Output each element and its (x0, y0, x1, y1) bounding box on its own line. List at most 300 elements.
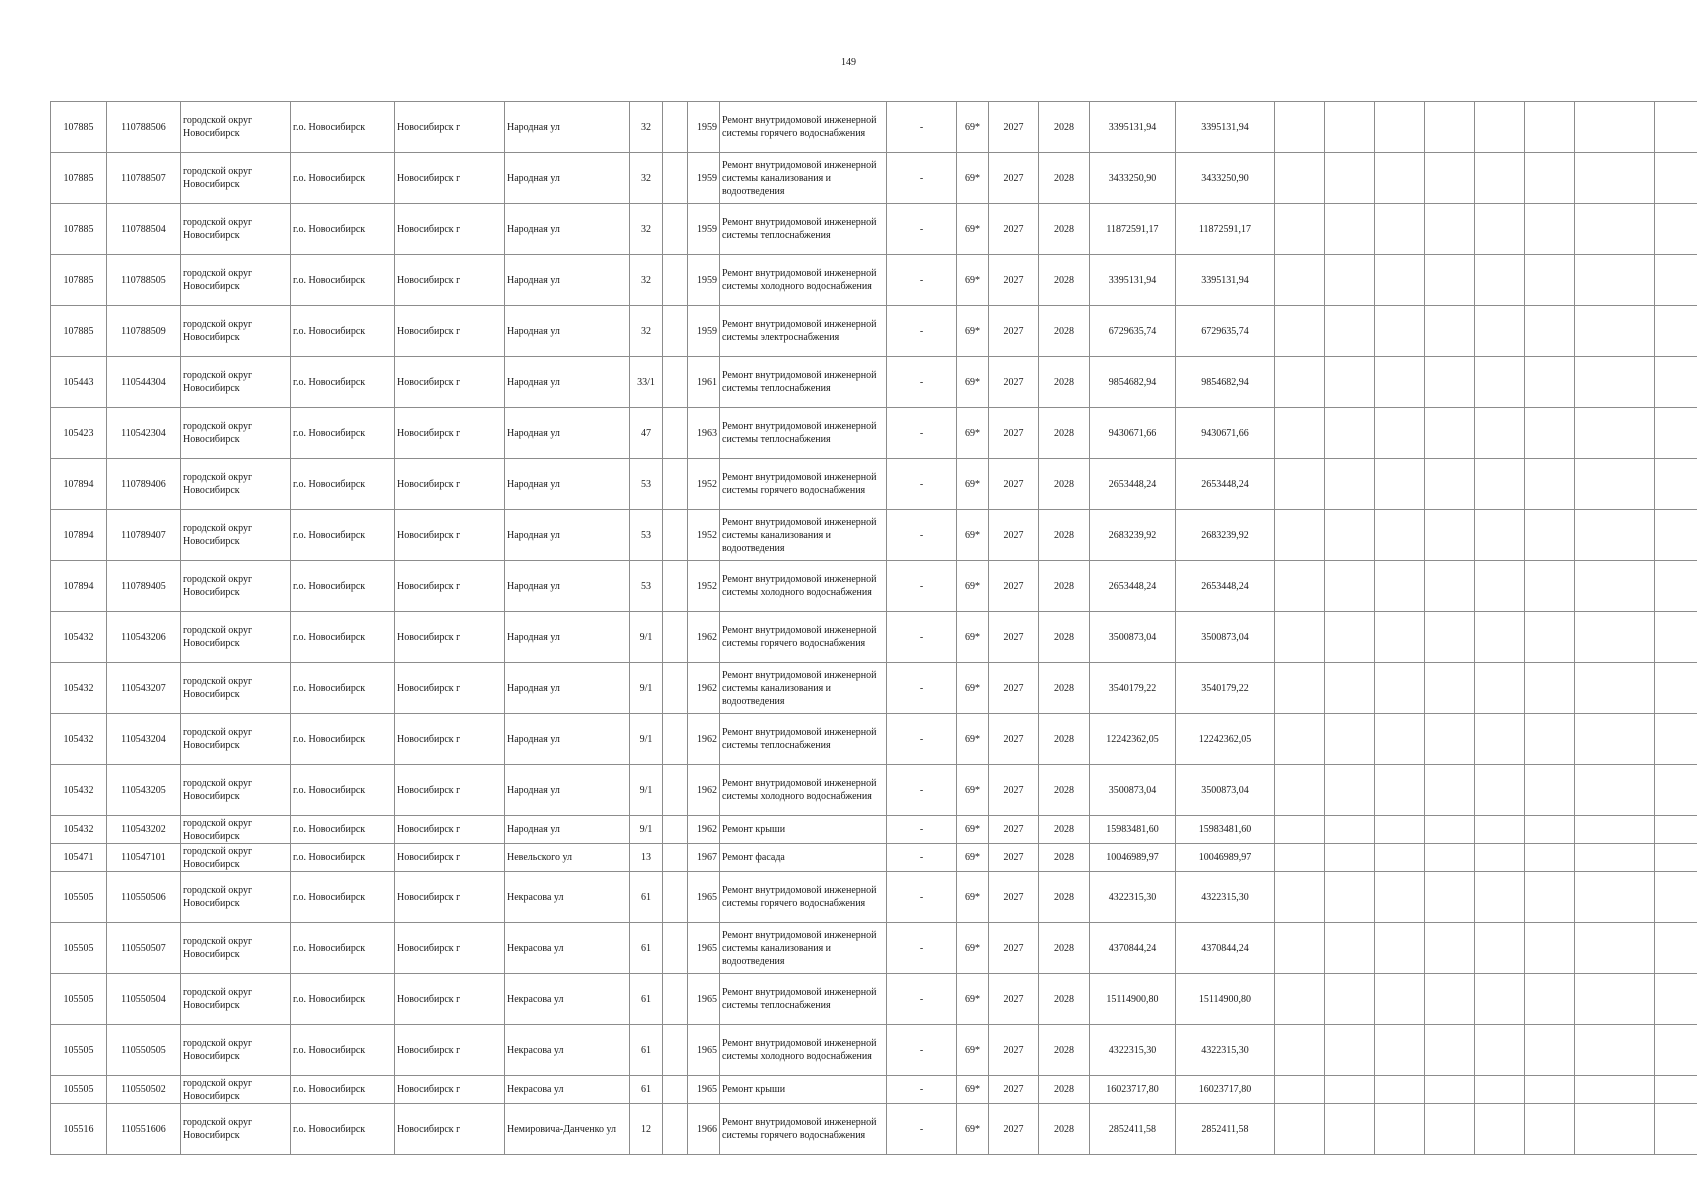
empty-cell (1655, 1076, 1697, 1104)
street: Народная ул (505, 459, 630, 510)
empty-cell (1475, 255, 1525, 306)
sum-fund: 2653448,24 (1176, 561, 1275, 612)
empty-cell (1655, 306, 1697, 357)
empty-cell (1275, 153, 1325, 204)
empty-cell (1425, 561, 1475, 612)
norm-cell: 69* (957, 974, 989, 1025)
empty-cell (1325, 102, 1375, 153)
street: Народная ул (505, 306, 630, 357)
empty-cell (1375, 765, 1425, 816)
street: Народная ул (505, 357, 630, 408)
work-code: 110550506 (107, 872, 181, 923)
work-code: 110789407 (107, 510, 181, 561)
year-start: 2027 (989, 1025, 1039, 1076)
house-number: 32 (630, 102, 663, 153)
empty-cell (1655, 844, 1697, 872)
empty-cell (1375, 357, 1425, 408)
work-type: Ремонт внутридомовой инженерной системы холодного водоснабжения (720, 1025, 887, 1076)
object-id: 107894 (51, 510, 107, 561)
work-type: Ремонт крыши (720, 1076, 887, 1104)
empty-cell (1275, 561, 1325, 612)
norm-cell: 69* (957, 663, 989, 714)
table-row (51, 510, 1697, 561)
work-code: 110543205 (107, 765, 181, 816)
empty-cell (1575, 306, 1655, 357)
year-end: 2028 (1039, 357, 1090, 408)
sum-total: 3395131,94 (1090, 102, 1176, 153)
empty-cell (1375, 1104, 1425, 1155)
empty-cell (1375, 153, 1425, 204)
table-row (51, 153, 1697, 204)
dash-cell: - (887, 844, 957, 872)
empty-cell (1375, 714, 1425, 765)
year-start: 2027 (989, 510, 1039, 561)
year-start: 2027 (989, 816, 1039, 844)
district: городской округ Новосибирск (181, 923, 291, 974)
municipality: г.о. Новосибирск (291, 923, 395, 974)
object-id: 105432 (51, 816, 107, 844)
work-type: Ремонт внутридомовой инженерной системы холодного водоснабжения (720, 561, 887, 612)
work-code: 110788509 (107, 306, 181, 357)
sum-total: 3540179,22 (1090, 663, 1176, 714)
empty-cell (1475, 306, 1525, 357)
year-end: 2028 (1039, 923, 1090, 974)
dash-cell: - (887, 974, 957, 1025)
dash-cell: - (887, 612, 957, 663)
sum-fund: 3395131,94 (1176, 255, 1275, 306)
object-id: 105516 (51, 1104, 107, 1155)
norm-cell: 69* (957, 872, 989, 923)
municipality: г.о. Новосибирск (291, 765, 395, 816)
dash-cell: - (887, 102, 957, 153)
table-row (51, 663, 1697, 714)
empty-cell (1375, 923, 1425, 974)
locality: Новосибирск г (395, 844, 505, 872)
sum-total: 2852411,58 (1090, 1104, 1176, 1155)
build-year: 1965 (688, 923, 720, 974)
work-code: 110542304 (107, 408, 181, 459)
table-row (51, 872, 1697, 923)
work-code: 110543206 (107, 612, 181, 663)
empty-cell (663, 663, 688, 714)
empty-cell (1275, 306, 1325, 357)
empty-cell (1375, 408, 1425, 459)
sum-total: 3500873,04 (1090, 612, 1176, 663)
empty-cell (1655, 1025, 1697, 1076)
year-start: 2027 (989, 408, 1039, 459)
object-id: 105505 (51, 1025, 107, 1076)
empty-cell (663, 1104, 688, 1155)
dash-cell: - (887, 204, 957, 255)
house-number: 53 (630, 459, 663, 510)
build-year: 1962 (688, 765, 720, 816)
empty-cell (1575, 102, 1655, 153)
empty-cell (1275, 765, 1325, 816)
empty-cell (663, 872, 688, 923)
locality: Новосибирск г (395, 204, 505, 255)
sum-fund: 3433250,90 (1176, 153, 1275, 204)
empty-cell (1275, 663, 1325, 714)
sum-total: 11872591,17 (1090, 204, 1176, 255)
sum-fund: 10046989,97 (1176, 844, 1275, 872)
empty-cell (1575, 714, 1655, 765)
table-row (51, 1104, 1697, 1155)
work-code: 110551606 (107, 1104, 181, 1155)
empty-cell (1325, 765, 1375, 816)
work-code: 110550505 (107, 1025, 181, 1076)
sum-total: 6729635,74 (1090, 306, 1176, 357)
year-end: 2028 (1039, 714, 1090, 765)
norm-cell: 69* (957, 1025, 989, 1076)
empty-cell (1575, 357, 1655, 408)
district: городской округ Новосибирск (181, 816, 291, 844)
empty-cell (1325, 663, 1375, 714)
district: городской округ Новосибирск (181, 714, 291, 765)
empty-cell (1475, 357, 1525, 408)
build-year: 1967 (688, 844, 720, 872)
build-year: 1961 (688, 357, 720, 408)
sum-total: 3395131,94 (1090, 255, 1176, 306)
work-code: 110550507 (107, 923, 181, 974)
empty-cell (663, 153, 688, 204)
empty-cell (1655, 561, 1697, 612)
empty-cell (1375, 255, 1425, 306)
dash-cell: - (887, 663, 957, 714)
municipality: г.о. Новосибирск (291, 255, 395, 306)
build-year: 1962 (688, 663, 720, 714)
work-type: Ремонт внутридомовой инженерной системы теплоснабжения (720, 204, 887, 255)
norm-cell: 69* (957, 408, 989, 459)
norm-cell: 69* (957, 923, 989, 974)
dash-cell: - (887, 357, 957, 408)
empty-cell (1425, 102, 1475, 153)
empty-cell (1425, 872, 1475, 923)
empty-cell (1425, 612, 1475, 663)
empty-cell (1375, 612, 1425, 663)
object-id: 105432 (51, 714, 107, 765)
empty-cell (1275, 510, 1325, 561)
district: городской округ Новосибирск (181, 872, 291, 923)
district: городской округ Новосибирск (181, 1025, 291, 1076)
norm-cell: 69* (957, 1104, 989, 1155)
empty-cell (1275, 714, 1325, 765)
empty-cell (1575, 923, 1655, 974)
locality: Новосибирск г (395, 1025, 505, 1076)
table-row (51, 974, 1697, 1025)
empty-cell (1525, 153, 1575, 204)
empty-cell (1475, 153, 1525, 204)
empty-cell (1325, 714, 1375, 765)
empty-cell (1575, 459, 1655, 510)
dash-cell: - (887, 1104, 957, 1155)
build-year: 1962 (688, 612, 720, 663)
norm-cell: 69* (957, 255, 989, 306)
repair-registry-table (50, 101, 1697, 1155)
build-year: 1962 (688, 816, 720, 844)
empty-cell (1655, 816, 1697, 844)
year-end: 2028 (1039, 102, 1090, 153)
sum-total: 4322315,30 (1090, 872, 1176, 923)
work-code: 110788506 (107, 102, 181, 153)
empty-cell (1525, 714, 1575, 765)
street: Народная ул (505, 816, 630, 844)
work-type: Ремонт внутридомовой инженерной системы горячего водоснабжения (720, 872, 887, 923)
empty-cell (1275, 816, 1325, 844)
street: Народная ул (505, 714, 630, 765)
table-row (51, 816, 1697, 844)
empty-cell (1655, 714, 1697, 765)
year-end: 2028 (1039, 1025, 1090, 1076)
sum-total: 2653448,24 (1090, 561, 1176, 612)
empty-cell (1475, 204, 1525, 255)
sum-fund: 4322315,30 (1176, 872, 1275, 923)
year-end: 2028 (1039, 844, 1090, 872)
build-year: 1959 (688, 306, 720, 357)
empty-cell (1425, 255, 1475, 306)
street: Немировича-Данченко ул (505, 1104, 630, 1155)
house-number: 61 (630, 1025, 663, 1076)
street: Народная ул (505, 765, 630, 816)
empty-cell (1575, 765, 1655, 816)
object-id: 105505 (51, 974, 107, 1025)
district: городской округ Новосибирск (181, 765, 291, 816)
sum-fund: 12242362,05 (1176, 714, 1275, 765)
empty-cell (1375, 561, 1425, 612)
empty-cell (1575, 153, 1655, 204)
municipality: г.о. Новосибирск (291, 153, 395, 204)
empty-cell (1575, 816, 1655, 844)
district: городской округ Новосибирск (181, 255, 291, 306)
year-end: 2028 (1039, 974, 1090, 1025)
empty-cell (1475, 923, 1525, 974)
empty-cell (663, 459, 688, 510)
work-code: 110544304 (107, 357, 181, 408)
object-id: 107885 (51, 102, 107, 153)
locality: Новосибирск г (395, 872, 505, 923)
year-end: 2028 (1039, 204, 1090, 255)
table-row (51, 102, 1697, 153)
build-year: 1952 (688, 459, 720, 510)
empty-cell (1475, 663, 1525, 714)
empty-cell (1375, 306, 1425, 357)
table-row (51, 765, 1697, 816)
house-number: 53 (630, 561, 663, 612)
work-type: Ремонт внутридомовой инженерной системы теплоснабжения (720, 714, 887, 765)
year-start: 2027 (989, 1076, 1039, 1104)
locality: Новосибирск г (395, 663, 505, 714)
work-code: 110789406 (107, 459, 181, 510)
empty-cell (1375, 510, 1425, 561)
empty-cell (1525, 1025, 1575, 1076)
municipality: г.о. Новосибирск (291, 1076, 395, 1104)
empty-cell (1525, 204, 1575, 255)
empty-cell (1375, 816, 1425, 844)
empty-cell (1325, 923, 1375, 974)
year-end: 2028 (1039, 510, 1090, 561)
empty-cell (1475, 872, 1525, 923)
work-type: Ремонт внутридомовой инженерной системы теплоснабжения (720, 357, 887, 408)
municipality: г.о. Новосибирск (291, 459, 395, 510)
empty-cell (1375, 204, 1425, 255)
house-number: 13 (630, 844, 663, 872)
norm-cell: 69* (957, 204, 989, 255)
empty-cell (1275, 102, 1325, 153)
build-year: 1959 (688, 204, 720, 255)
empty-cell (1475, 1104, 1525, 1155)
empty-cell (1325, 510, 1375, 561)
street: Народная ул (505, 510, 630, 561)
empty-cell (1425, 357, 1475, 408)
work-code: 110788504 (107, 204, 181, 255)
locality: Новосибирск г (395, 510, 505, 561)
locality: Новосибирск г (395, 1104, 505, 1155)
empty-cell (1525, 561, 1575, 612)
sum-total: 2683239,92 (1090, 510, 1176, 561)
empty-cell (1575, 1025, 1655, 1076)
empty-cell (1655, 974, 1697, 1025)
house-number: 61 (630, 974, 663, 1025)
empty-cell (1655, 1104, 1697, 1155)
build-year: 1959 (688, 102, 720, 153)
year-end: 2028 (1039, 1076, 1090, 1104)
work-type: Ремонт крыши (720, 816, 887, 844)
empty-cell (663, 612, 688, 663)
year-end: 2028 (1039, 561, 1090, 612)
build-year: 1952 (688, 510, 720, 561)
empty-cell (1275, 872, 1325, 923)
year-end: 2028 (1039, 1104, 1090, 1155)
dash-cell: - (887, 765, 957, 816)
object-id: 105432 (51, 765, 107, 816)
street: Некрасова ул (505, 872, 630, 923)
object-id: 105443 (51, 357, 107, 408)
sum-fund: 3540179,22 (1176, 663, 1275, 714)
page-number: 149 (841, 57, 856, 68)
empty-cell (1525, 357, 1575, 408)
empty-cell (1655, 102, 1697, 153)
empty-cell (1525, 765, 1575, 816)
empty-cell (1325, 408, 1375, 459)
norm-cell: 69* (957, 153, 989, 204)
house-number: 9/1 (630, 714, 663, 765)
norm-cell: 69* (957, 561, 989, 612)
year-start: 2027 (989, 357, 1039, 408)
work-code: 110550504 (107, 974, 181, 1025)
table-body (51, 102, 1697, 1155)
dash-cell: - (887, 714, 957, 765)
work-code: 110788505 (107, 255, 181, 306)
dash-cell: - (887, 1025, 957, 1076)
district: городской округ Новосибирск (181, 663, 291, 714)
norm-cell: 69* (957, 459, 989, 510)
empty-cell (1655, 872, 1697, 923)
object-id: 105432 (51, 663, 107, 714)
empty-cell (1525, 923, 1575, 974)
work-type: Ремонт фасада (720, 844, 887, 872)
table-row (51, 408, 1697, 459)
year-start: 2027 (989, 102, 1039, 153)
work-type: Ремонт внутридомовой инженерной системы горячего водоснабжения (720, 459, 887, 510)
locality: Новосибирск г (395, 974, 505, 1025)
house-number: 12 (630, 1104, 663, 1155)
norm-cell: 69* (957, 306, 989, 357)
empty-cell (1575, 510, 1655, 561)
sum-total: 15114900,80 (1090, 974, 1176, 1025)
work-type: Ремонт внутридомовой инженерной системы горячего водоснабжения (720, 102, 887, 153)
empty-cell (663, 408, 688, 459)
sum-total: 12242362,05 (1090, 714, 1176, 765)
sum-total: 2653448,24 (1090, 459, 1176, 510)
sum-fund: 9854682,94 (1176, 357, 1275, 408)
empty-cell (1655, 408, 1697, 459)
table-row (51, 204, 1697, 255)
empty-cell (1525, 816, 1575, 844)
house-number: 32 (630, 153, 663, 204)
municipality: г.о. Новосибирск (291, 816, 395, 844)
empty-cell (1575, 1076, 1655, 1104)
empty-cell (663, 255, 688, 306)
empty-cell (1275, 255, 1325, 306)
house-number: 53 (630, 510, 663, 561)
object-id: 105505 (51, 1076, 107, 1104)
year-end: 2028 (1039, 306, 1090, 357)
district: городской округ Новосибирск (181, 612, 291, 663)
empty-cell (1655, 765, 1697, 816)
empty-cell (663, 1076, 688, 1104)
empty-cell (663, 844, 688, 872)
year-start: 2027 (989, 612, 1039, 663)
empty-cell (1375, 102, 1425, 153)
work-type: Ремонт внутридомовой инженерной системы горячего водоснабжения (720, 1104, 887, 1155)
object-id: 107885 (51, 255, 107, 306)
house-number: 47 (630, 408, 663, 459)
sum-fund: 15983481,60 (1176, 816, 1275, 844)
sum-total: 3500873,04 (1090, 765, 1176, 816)
street: Некрасова ул (505, 1025, 630, 1076)
year-start: 2027 (989, 153, 1039, 204)
object-id: 107885 (51, 306, 107, 357)
empty-cell (1525, 663, 1575, 714)
norm-cell: 69* (957, 816, 989, 844)
empty-cell (1375, 872, 1425, 923)
empty-cell (1525, 459, 1575, 510)
empty-cell (1275, 1076, 1325, 1104)
empty-cell (1325, 844, 1375, 872)
street: Некрасова ул (505, 1076, 630, 1104)
empty-cell (1655, 255, 1697, 306)
locality: Новосибирск г (395, 357, 505, 408)
empty-cell (1425, 204, 1475, 255)
table-row (51, 357, 1697, 408)
year-start: 2027 (989, 974, 1039, 1025)
dash-cell: - (887, 408, 957, 459)
empty-cell (1475, 844, 1525, 872)
work-code: 110543202 (107, 816, 181, 844)
empty-cell (1425, 923, 1475, 974)
empty-cell (1325, 357, 1375, 408)
empty-cell (1325, 1025, 1375, 1076)
empty-cell (1475, 102, 1525, 153)
year-end: 2028 (1039, 872, 1090, 923)
sum-fund: 3500873,04 (1176, 765, 1275, 816)
build-year: 1965 (688, 1076, 720, 1104)
empty-cell (1275, 612, 1325, 663)
empty-cell (1575, 872, 1655, 923)
locality: Новосибирск г (395, 561, 505, 612)
sum-total: 10046989,97 (1090, 844, 1176, 872)
street: Народная ул (505, 408, 630, 459)
empty-cell (1525, 408, 1575, 459)
